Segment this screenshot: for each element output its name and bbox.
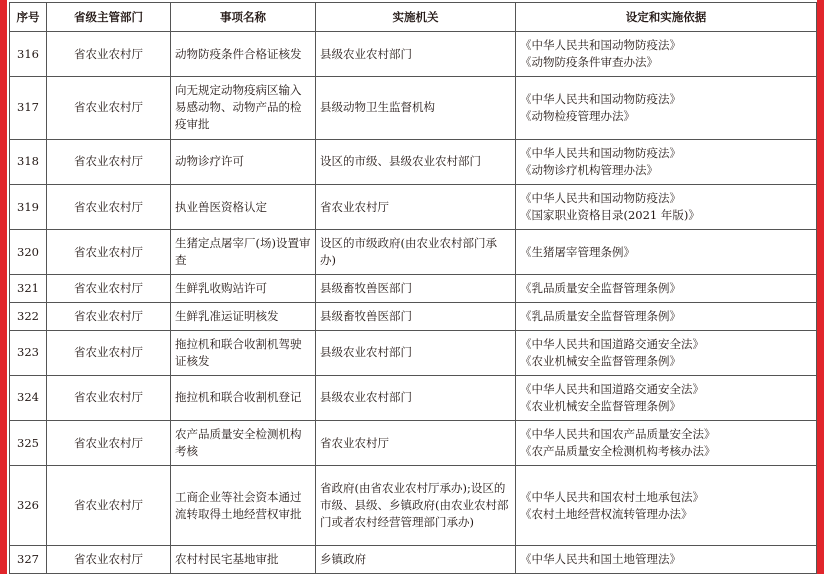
row-item-name: 动物防疫条件合格证核发	[171, 32, 316, 77]
row-legal-basis	[516, 32, 817, 77]
row-number: 316	[10, 32, 47, 77]
row-number: 318	[10, 139, 47, 184]
row-number: 324	[10, 375, 47, 420]
row-legal-basis	[516, 302, 817, 330]
header-no: 序号	[10, 3, 47, 32]
row-implementing-org: 县级动物卫生监督机构	[316, 77, 516, 140]
row-implementing-org: 设区的市级、县级农业农村部门	[316, 139, 516, 184]
legal-basis-line: 《中华人民共和国动物防疫法》	[520, 145, 681, 160]
row-legal-basis	[516, 375, 817, 420]
row-dept: 省农业农村厅	[47, 230, 171, 275]
table-row	[10, 275, 817, 303]
header-dept: 省级主管部门	[47, 3, 171, 32]
row-number: 322	[10, 302, 47, 330]
legal-basis-line: 《中华人民共和国土地管理法》	[520, 552, 681, 567]
row-item-name: 拖拉机和联合收割机驾驶证核发	[171, 330, 316, 375]
table-row	[10, 32, 817, 77]
row-number: 320	[10, 230, 47, 275]
row-item-name: 生鲜乳准运证明核发	[171, 302, 316, 330]
row-item-name: 向无规定动物疫病区输入易感动物、动物产品的检疫审批	[171, 77, 316, 140]
admin-permit-table	[9, 2, 817, 574]
row-legal-basis	[516, 275, 817, 303]
table-row	[10, 375, 817, 420]
row-implementing-org: 省政府(由省农业农村厅承办);设区的市级、县级、乡镇政府(由农业农村部门或者农村经营管理部门承办)	[316, 466, 516, 546]
row-item-name: 生猪定点屠宰厂(场)设置审查	[171, 230, 316, 275]
row-legal-basis	[516, 230, 817, 275]
legal-basis-line: 《乳品质量安全监督管理条例》	[520, 308, 681, 323]
row-dept: 省农业农村厅	[47, 32, 171, 77]
row-dept: 省农业农村厅	[47, 302, 171, 330]
legal-basis-line: 《中华人民共和国农村土地承包法》	[520, 489, 704, 504]
page-border-left	[0, 0, 7, 574]
row-implementing-org: 县级畜牧兽医部门	[316, 302, 516, 330]
legal-basis-line: 《农业机械安全监督管理条例》	[520, 398, 681, 413]
table-row	[10, 184, 817, 229]
table-row	[10, 466, 817, 546]
row-implementing-org: 县级农业农村部门	[316, 330, 516, 375]
row-item-name: 农产品质量安全检测机构考核	[171, 420, 316, 465]
legal-basis-line: 《动物防疫条件审查办法》	[520, 55, 658, 70]
legal-basis-line: 《农产品质量安全检测机构考核办法》	[520, 444, 716, 459]
row-dept: 省农业农村厅	[47, 139, 171, 184]
row-dept: 省农业农村厅	[47, 375, 171, 420]
legal-basis-line: 《农业机械安全监督管理条例》	[520, 353, 681, 368]
row-legal-basis	[516, 420, 817, 465]
table-body	[10, 32, 817, 574]
table-header-row	[10, 3, 817, 32]
row-legal-basis	[516, 330, 817, 375]
legal-basis-line: 《中华人民共和国动物防疫法》	[520, 191, 681, 205]
row-dept: 省农业农村厅	[47, 184, 171, 229]
row-item-name: 生鲜乳收购站许可	[171, 275, 316, 303]
legal-basis-line: 《生猪屠宰管理条例》	[520, 244, 635, 259]
row-dept: 省农业农村厅	[47, 546, 171, 574]
legal-basis-line: 《国家职业资格目录(2021 年版)》	[520, 208, 700, 222]
row-implementing-org: 乡镇政府	[316, 546, 516, 574]
row-implementing-org: 省农业农村厅	[316, 420, 516, 465]
row-implementing-org: 县级农业农村部门	[316, 32, 516, 77]
row-item-name: 动物诊疗许可	[171, 139, 316, 184]
legal-basis-line: 《中华人民共和国动物防疫法》	[520, 38, 681, 53]
row-dept: 省农业农村厅	[47, 420, 171, 465]
row-implementing-org: 县级畜牧兽医部门	[316, 275, 516, 303]
legal-basis-line: 《农村土地经营权流转管理办法》	[520, 506, 693, 521]
row-number: 321	[10, 275, 47, 303]
row-item-name: 农村村民宅基地审批	[171, 546, 316, 574]
row-number: 326	[10, 466, 47, 546]
table-row	[10, 230, 817, 275]
row-item-name: 拖拉机和联合收割机登记	[171, 375, 316, 420]
page-border-right	[817, 0, 824, 574]
row-legal-basis	[516, 546, 817, 574]
row-number: 327	[10, 546, 47, 574]
row-implementing-org: 设区的市级政府(由农业农村部门承办)	[316, 230, 516, 275]
table-row	[10, 420, 817, 465]
legal-basis-line: 《中华人民共和国农产品质量安全法》	[520, 427, 716, 442]
row-legal-basis	[516, 139, 817, 184]
row-dept: 省农业农村厅	[47, 275, 171, 303]
row-number: 317	[10, 77, 47, 140]
row-implementing-org: 县级农业农村部门	[316, 375, 516, 420]
table-row	[10, 546, 817, 574]
row-dept: 省农业农村厅	[47, 466, 171, 546]
table-row	[10, 330, 817, 375]
row-implementing-org: 省农业农村厅	[316, 184, 516, 229]
legal-basis-line: 《中华人民共和国道路交通安全法》	[520, 336, 704, 351]
row-dept: 省农业农村厅	[47, 330, 171, 375]
table-row	[10, 139, 817, 184]
row-number: 325	[10, 420, 47, 465]
header-org: 实施机关	[316, 3, 516, 32]
legal-basis-line: 《动物检疫管理办法》	[520, 108, 635, 123]
legal-basis-line: 《中华人民共和国道路交通安全法》	[520, 381, 704, 396]
row-legal-basis	[516, 77, 817, 140]
row-number: 323	[10, 330, 47, 375]
row-number: 319	[10, 184, 47, 229]
table-row	[10, 77, 817, 140]
legal-basis-line: 《动物诊疗机构管理办法》	[520, 162, 658, 177]
legal-basis-line: 《中华人民共和国动物防疫法》	[520, 91, 681, 106]
legal-basis-line: 《乳品质量安全监督管理条例》	[520, 281, 681, 296]
row-legal-basis	[516, 466, 817, 546]
row-dept: 省农业农村厅	[47, 77, 171, 140]
row-legal-basis	[516, 184, 817, 229]
header-name: 事项名称	[171, 3, 316, 32]
row-item-name: 工商企业等社会资本通过流转取得土地经营权审批	[171, 466, 316, 546]
row-item-name: 执业兽医资格认定	[171, 184, 316, 229]
header-basis: 设定和实施依据	[516, 3, 817, 32]
table-row	[10, 302, 817, 330]
